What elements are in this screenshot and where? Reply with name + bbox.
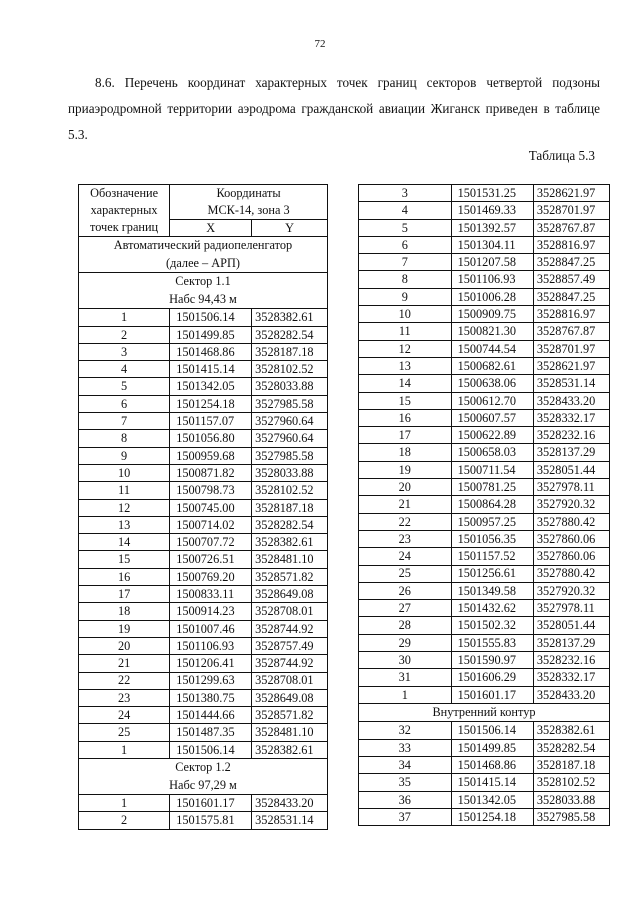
cell-point-number: 36	[359, 791, 452, 808]
table-row	[359, 479, 610, 496]
cell-x: 1500682.61	[451, 357, 533, 374]
table-row	[359, 757, 610, 774]
cell-y: 3528282.54	[252, 516, 328, 533]
table-row	[359, 340, 610, 357]
cell-y: 3528571.82	[252, 707, 328, 724]
table-row	[359, 427, 610, 444]
cell-y: 3528433.20	[252, 795, 328, 812]
table-row	[359, 461, 610, 478]
table-row	[359, 357, 610, 374]
table-row	[359, 669, 610, 686]
cell-point-number: 4	[359, 202, 452, 219]
cell-x: 1501157.52	[451, 548, 533, 565]
cell-point-number: 23	[79, 689, 170, 706]
cell-x: 1500909.75	[451, 306, 533, 323]
coordinates-table-right	[358, 184, 610, 826]
table-row	[359, 496, 610, 513]
table-row	[359, 219, 610, 236]
cell-point-number: 6	[359, 236, 452, 253]
table-row	[359, 652, 610, 669]
table-header-row	[79, 185, 328, 220]
table-row	[359, 306, 610, 323]
cell-y: 3527985.58	[533, 808, 609, 825]
cell-x: 1500769.20	[170, 568, 252, 585]
cell-x: 1500745.00	[170, 499, 252, 516]
section-title	[79, 237, 328, 273]
table-caption: Таблица 5.3	[528, 148, 595, 163]
table-row	[359, 565, 610, 582]
cell-point-number: 9	[79, 447, 170, 464]
cell-point-number: 26	[359, 582, 452, 599]
cell-point-number: 13	[79, 516, 170, 533]
header-coordinates	[170, 185, 328, 220]
cell-x: 1501606.29	[451, 669, 533, 686]
section-title-line1: Сектор 1.2	[175, 760, 231, 775]
table-row	[79, 499, 328, 516]
table-row	[79, 568, 328, 585]
section-title-line1: Внутренний контур	[432, 704, 536, 719]
cell-y: 3528332.17	[533, 409, 609, 426]
cell-x: 1501468.86	[170, 343, 252, 360]
cell-x: 1501254.18	[170, 395, 252, 412]
cell-point-number: 18	[359, 444, 452, 461]
cell-y: 3527985.58	[252, 395, 328, 412]
cell-x: 1500781.25	[451, 479, 533, 496]
cell-x: 1501106.93	[451, 271, 533, 288]
cell-x: 1501487.35	[170, 724, 252, 741]
cell-point-number: 8	[359, 271, 452, 288]
table-row	[359, 739, 610, 756]
cell-point-number: 31	[359, 669, 452, 686]
cell-x: 1501575.81	[170, 812, 252, 829]
cell-y: 3528382.61	[252, 309, 328, 326]
cell-y: 3528282.54	[533, 739, 609, 756]
cell-point-number: 15	[79, 551, 170, 568]
cell-y: 3528187.18	[252, 343, 328, 360]
cell-y: 3528382.61	[533, 722, 609, 739]
cell-y: 3528621.97	[533, 357, 609, 374]
cell-point-number: 22	[359, 513, 452, 530]
cell-y: 3528382.61	[252, 534, 328, 551]
cell-y: 3528767.87	[533, 323, 609, 340]
table-row	[79, 795, 328, 812]
table-row	[359, 185, 610, 202]
cell-x: 1501601.17	[451, 686, 533, 703]
cell-point-number: 10	[359, 306, 452, 323]
header-coord-line2: МСК-14, зона 3	[207, 203, 290, 217]
header-col1-line2: характерных	[90, 203, 158, 218]
cell-point-number: 29	[359, 634, 452, 651]
cell-point-number: 37	[359, 808, 452, 825]
table-row	[359, 582, 610, 599]
cell-point-number: 4	[79, 361, 170, 378]
table-row	[79, 586, 328, 603]
cell-x: 1500612.70	[451, 392, 533, 409]
cell-point-number: 12	[79, 499, 170, 516]
cell-x: 1501342.05	[451, 791, 533, 808]
cell-x: 1501499.85	[451, 739, 533, 756]
header-coord-line1: Координаты	[216, 186, 281, 200]
cell-y: 3528847.25	[533, 254, 609, 271]
cell-x: 1501415.14	[170, 361, 252, 378]
cell-x: 1501499.85	[170, 326, 252, 343]
cell-y: 3528816.97	[533, 236, 609, 253]
table-row	[79, 413, 328, 430]
cell-y: 3528137.29	[533, 634, 609, 651]
cell-y: 3528649.08	[252, 586, 328, 603]
cell-y: 3528282.54	[252, 326, 328, 343]
cell-x: 1501106.93	[170, 637, 252, 654]
cell-y: 3528531.14	[533, 375, 609, 392]
cell-x: 1500821.30	[451, 323, 533, 340]
section-title-line2: Набс 94,43 м	[169, 291, 237, 306]
cell-point-number: 3	[359, 185, 452, 202]
cell-y: 3528137.29	[533, 444, 609, 461]
cell-y: 3527978.11	[533, 600, 609, 617]
table-row	[79, 812, 328, 829]
table-row	[359, 686, 610, 703]
cell-y: 3527880.42	[533, 565, 609, 582]
cell-x: 1500864.28	[451, 496, 533, 513]
cell-x: 1501299.63	[170, 672, 252, 689]
cell-x: 1500726.51	[170, 551, 252, 568]
section-title	[79, 759, 328, 795]
cell-y: 3528232.16	[533, 427, 609, 444]
cell-point-number: 6	[79, 395, 170, 412]
cell-x: 1501502.32	[451, 617, 533, 634]
section-header-row	[359, 703, 610, 722]
cell-x: 1501380.75	[170, 689, 252, 706]
cell-y: 3527860.06	[533, 548, 609, 565]
table-row	[79, 482, 328, 499]
cell-point-number: 25	[79, 724, 170, 741]
cell-x: 1501601.17	[170, 795, 252, 812]
cell-x: 1501555.83	[451, 634, 533, 651]
cell-x: 1501056.80	[170, 430, 252, 447]
table-row	[359, 409, 610, 426]
cell-y: 3528531.14	[252, 812, 328, 829]
cell-x: 1501207.58	[451, 254, 533, 271]
table-row	[359, 791, 610, 808]
table-row	[359, 254, 610, 271]
cell-point-number: 21	[359, 496, 452, 513]
section-title-line1: Сектор 1.1	[175, 274, 231, 289]
cell-x: 1501006.28	[451, 288, 533, 305]
cell-x: 1501256.61	[451, 565, 533, 582]
cell-y: 3528816.97	[533, 306, 609, 323]
cell-y: 3528051.44	[533, 617, 609, 634]
cell-point-number: 24	[359, 548, 452, 565]
cell-point-number: 34	[359, 757, 452, 774]
cell-y: 3528708.01	[252, 672, 328, 689]
cell-point-number: 28	[359, 617, 452, 634]
cell-x: 1500798.73	[170, 482, 252, 499]
table-row	[79, 741, 328, 758]
cell-point-number: 1	[79, 795, 170, 812]
cell-point-number: 5	[79, 378, 170, 395]
cell-y: 3527880.42	[533, 513, 609, 530]
cell-y: 3528102.52	[252, 361, 328, 378]
cell-point-number: 17	[79, 586, 170, 603]
cell-x: 1500714.02	[170, 516, 252, 533]
header-col1-line3: точек границ	[90, 220, 159, 235]
section-title-line1: Автоматический радиопеленгатор	[113, 238, 293, 253]
cell-point-number: 2	[79, 812, 170, 829]
table-row	[79, 447, 328, 464]
table-row	[79, 309, 328, 326]
cell-y: 3528433.20	[533, 392, 609, 409]
cell-point-number: 7	[359, 254, 452, 271]
cell-y: 3527920.32	[533, 582, 609, 599]
cell-y: 3528332.17	[533, 669, 609, 686]
cell-point-number: 20	[79, 637, 170, 654]
cell-x: 1500957.25	[451, 513, 533, 530]
table-row	[359, 236, 610, 253]
cell-point-number: 14	[359, 375, 452, 392]
coordinates-table-left	[78, 184, 328, 830]
table-row	[79, 534, 328, 551]
table-row	[359, 288, 610, 305]
cell-point-number: 32	[359, 722, 452, 739]
table-row	[79, 707, 328, 724]
cell-x: 1501392.57	[451, 219, 533, 236]
table-row	[79, 430, 328, 447]
table-row	[359, 548, 610, 565]
cell-point-number: 3	[79, 343, 170, 360]
cell-point-number: 20	[359, 479, 452, 496]
cell-point-number: 7	[79, 413, 170, 430]
table-row	[79, 395, 328, 412]
cell-y: 3527985.58	[252, 447, 328, 464]
cell-point-number: 33	[359, 739, 452, 756]
cell-point-number: 35	[359, 774, 452, 791]
cell-y: 3527860.06	[533, 530, 609, 547]
table-row	[79, 672, 328, 689]
table-row	[359, 617, 610, 634]
table-row	[359, 202, 610, 219]
table-row	[79, 361, 328, 378]
page-number: 72	[314, 38, 326, 50]
cell-point-number: 8	[79, 430, 170, 447]
cell-y: 3528433.20	[533, 686, 609, 703]
cell-point-number: 1	[79, 741, 170, 758]
cell-point-number: 1	[359, 686, 452, 703]
section-header-row	[79, 237, 328, 273]
cell-x: 1501415.14	[451, 774, 533, 791]
cell-y: 3528767.87	[533, 219, 609, 236]
section-header-row	[79, 273, 328, 309]
table-row	[359, 375, 610, 392]
table-row	[79, 516, 328, 533]
cell-y: 3528708.01	[252, 603, 328, 620]
table-row	[79, 724, 328, 741]
cell-y: 3528033.88	[533, 791, 609, 808]
table-row	[79, 464, 328, 481]
cell-point-number: 2	[79, 326, 170, 343]
cell-x: 1501007.46	[170, 620, 252, 637]
cell-point-number: 30	[359, 652, 452, 669]
cell-x: 1500622.89	[451, 427, 533, 444]
cell-y: 3527960.64	[252, 413, 328, 430]
table-row	[79, 378, 328, 395]
cell-point-number: 15	[359, 392, 452, 409]
cell-y: 3528033.88	[252, 464, 328, 481]
table-row	[359, 513, 610, 530]
table-row	[359, 444, 610, 461]
cell-point-number: 1	[79, 309, 170, 326]
cell-y: 3528033.88	[252, 378, 328, 395]
cell-point-number: 13	[359, 357, 452, 374]
cell-point-number: 19	[79, 620, 170, 637]
cell-y: 3528232.16	[533, 652, 609, 669]
cell-y: 3528701.97	[533, 340, 609, 357]
cell-point-number: 10	[79, 464, 170, 481]
cell-y: 3528187.18	[533, 757, 609, 774]
cell-x: 1501056.35	[451, 530, 533, 547]
cell-y: 3528744.92	[252, 620, 328, 637]
cell-point-number: 21	[79, 655, 170, 672]
section-title	[79, 273, 328, 309]
table-row	[79, 551, 328, 568]
cell-point-number: 17	[359, 427, 452, 444]
cell-point-number: 14	[79, 534, 170, 551]
cell-x: 1500607.57	[451, 409, 533, 426]
cell-point-number: 16	[79, 568, 170, 585]
cell-point-number: 19	[359, 461, 452, 478]
cell-y: 3528649.08	[252, 689, 328, 706]
cell-x: 1501349.58	[451, 582, 533, 599]
table-row	[79, 620, 328, 637]
cell-x: 1500638.06	[451, 375, 533, 392]
cell-point-number: 5	[359, 219, 452, 236]
cell-point-number: 27	[359, 600, 452, 617]
cell-x: 1500833.11	[170, 586, 252, 603]
cell-x: 1501206.41	[170, 655, 252, 672]
cell-y: 3528744.92	[252, 655, 328, 672]
cell-x: 1501506.14	[170, 741, 252, 758]
cell-point-number: 12	[359, 340, 452, 357]
table-row	[359, 392, 610, 409]
cell-x: 1501444.66	[170, 707, 252, 724]
cell-x: 1500914.23	[170, 603, 252, 620]
cell-x: 1501469.33	[451, 202, 533, 219]
cell-point-number: 9	[359, 288, 452, 305]
section-header-row	[79, 759, 328, 795]
header-x: X	[170, 220, 252, 237]
table-row	[79, 326, 328, 343]
cell-x: 1500707.72	[170, 534, 252, 551]
header-y: Y	[252, 220, 328, 237]
section-title-line2: (далее – АРП)	[166, 255, 240, 270]
table-row	[359, 634, 610, 651]
cell-x: 1501506.14	[451, 722, 533, 739]
cell-x: 1500744.54	[451, 340, 533, 357]
cell-y: 3528847.25	[533, 288, 609, 305]
table-row	[359, 774, 610, 791]
cell-point-number: 24	[79, 707, 170, 724]
cell-x: 1500959.68	[170, 447, 252, 464]
section-title-line2: Набс 97,29 м	[169, 777, 237, 792]
cell-point-number: 23	[359, 530, 452, 547]
cell-y: 3528621.97	[533, 185, 609, 202]
cell-x: 1501468.86	[451, 757, 533, 774]
cell-y: 3528481.10	[252, 551, 328, 568]
table-row	[359, 722, 610, 739]
cell-x: 1500658.03	[451, 444, 533, 461]
cell-x: 1501254.18	[451, 808, 533, 825]
table-row	[79, 689, 328, 706]
cell-y: 3528481.10	[252, 724, 328, 741]
cell-y: 3527920.32	[533, 496, 609, 513]
cell-point-number: 16	[359, 409, 452, 426]
cell-x: 1500871.82	[170, 464, 252, 481]
cell-y: 3528102.52	[533, 774, 609, 791]
cell-y: 3527978.11	[533, 479, 609, 496]
cell-y: 3528051.44	[533, 461, 609, 478]
table-row	[359, 530, 610, 547]
cell-point-number: 11	[79, 482, 170, 499]
table-row	[359, 323, 610, 340]
cell-point-number: 22	[79, 672, 170, 689]
cell-y: 3528102.52	[252, 482, 328, 499]
cell-y: 3528757.49	[252, 637, 328, 654]
cell-x: 1501432.62	[451, 600, 533, 617]
cell-x: 1501531.25	[451, 185, 533, 202]
table-row	[79, 637, 328, 654]
header-point-designation	[79, 185, 170, 237]
cell-y: 3528701.97	[533, 202, 609, 219]
cell-y: 3528571.82	[252, 568, 328, 585]
table-row	[79, 343, 328, 360]
intro-paragraph: 8.6. Перечень координат характерных точек границ секторов четвертой подзоны приаэродромной территории аэродрома гражданской авиации Жиганск приведен в таблице 5.3.	[68, 75, 600, 142]
cell-x: 1501590.97	[451, 652, 533, 669]
cell-point-number: 18	[79, 603, 170, 620]
cell-point-number: 11	[359, 323, 452, 340]
table-row	[359, 808, 610, 825]
cell-y: 3528382.61	[252, 741, 328, 758]
cell-x: 1501506.14	[170, 309, 252, 326]
section-title	[359, 703, 610, 722]
cell-x: 1500711.54	[451, 461, 533, 478]
cell-x: 1501304.11	[451, 236, 533, 253]
cell-y: 3528187.18	[252, 499, 328, 516]
cell-y: 3528857.49	[533, 271, 609, 288]
table-row	[359, 600, 610, 617]
table-row	[359, 271, 610, 288]
header-col1-line1: Обозначение	[90, 186, 159, 201]
cell-y: 3527960.64	[252, 430, 328, 447]
cell-point-number: 25	[359, 565, 452, 582]
table-row	[79, 655, 328, 672]
cell-x: 1501157.07	[170, 413, 252, 430]
table-row	[79, 603, 328, 620]
cell-x: 1501342.05	[170, 378, 252, 395]
